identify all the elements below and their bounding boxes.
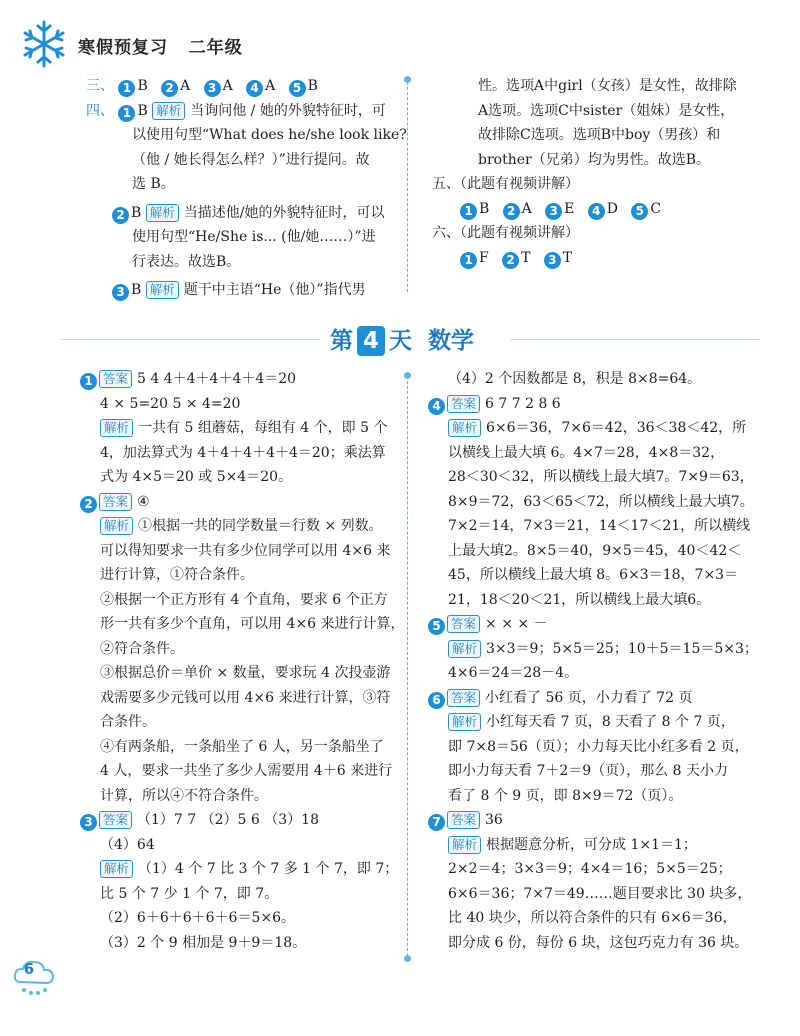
q-number: 1 [460, 203, 477, 220]
q-number: 5 [289, 80, 306, 97]
analysis-line: 以使用句型“What does he/she look like? [132, 127, 407, 143]
q-number: 3 [112, 284, 129, 301]
answer-value: 4 × 5=20 5 × 4=20 [100, 395, 241, 412]
q4-answer [428, 392, 788, 417]
analysis-line: 选 B。 [132, 176, 175, 192]
analysis-line: 6×6＝36；7×7＝49……题目要求比 30 块多， [448, 885, 752, 902]
analysis-tag: 解析 [100, 517, 133, 535]
analysis-line: 45，所以横线上最大填 8。6×3＝18，7×3＝ [448, 567, 739, 583]
analysis-line: 4，加法算式为 4＋4＋4＋4＋4＝20；乘法算 [100, 444, 386, 461]
q-number: 1 [118, 105, 135, 122]
analysis-tag: 解析 [448, 640, 481, 658]
analysis-line: ①根据一共的同学数量＝行数 × 列数。 [138, 518, 383, 534]
q-number: 2 [112, 207, 129, 224]
answer-tag: 答案 [447, 615, 480, 633]
math-right-column [428, 367, 788, 955]
answer-tag: 答案 [99, 370, 132, 388]
q6-answer [428, 686, 788, 711]
analysis-tag: 解析 [152, 102, 185, 120]
q4-analysis [428, 416, 788, 441]
q-number: 2 [80, 496, 97, 513]
q5-answer [428, 612, 788, 637]
q-number: 3 [204, 80, 221, 97]
answer-value: B [131, 282, 142, 298]
analysis-line: 式为 4×5＝20 或 5×4＝20。 [100, 469, 293, 485]
answer-value: （1）7 7 （2）5 6 （3）18 [137, 812, 319, 828]
analysis-line: 即 7×8＝56（页）；小力每天比小红多看 2 页， [448, 738, 749, 755]
analysis-line: （2）6＋6＋6＋6＋6＝5×6。 [100, 910, 295, 926]
q2-answer [80, 490, 400, 515]
analysis-line: 7×2＝14，7×3＝21，14＜17＜21，所以横线 [448, 518, 751, 534]
analysis-line: 戏需要多少元钱可以用 4×6 来进行计算，③符 [100, 689, 391, 706]
answer-value: B [307, 78, 318, 94]
answer-value: 5 4 4＋4＋4＋4＋4＝20 [137, 371, 297, 387]
q-number: 2 [503, 203, 520, 220]
analysis-line: 故排除C选项。选项B中boy（男孩）和 [478, 127, 721, 143]
answer-value: × × × － [485, 616, 548, 632]
analysis-line: 当询问他 / 她的外貌特征时，可 [190, 102, 386, 119]
answer-value: B [479, 200, 490, 217]
q6-analysis [428, 710, 788, 735]
top-right-column [432, 74, 782, 270]
q3-answer [80, 808, 400, 833]
answer-value: B [137, 78, 148, 94]
heading-rule-right [510, 339, 760, 340]
section-4-q3 [86, 278, 404, 303]
answer-value: C [650, 200, 662, 217]
answer-value: E [564, 200, 575, 217]
analysis-line: 28＜30＜32，所以横线上最大填7。7×9＝63， [448, 469, 754, 485]
subject-title: 数学 [428, 328, 475, 354]
day-suffix: 天 [389, 328, 412, 354]
q-number: 1 [118, 80, 135, 97]
q-number: 3 [80, 814, 97, 831]
section-5-label: 五、（此题有视频讲解） [432, 176, 579, 192]
answer-value: B [131, 204, 142, 221]
answer-value: 36 [485, 812, 503, 828]
section-4-label: 四、 [86, 102, 114, 119]
divider-dot [404, 955, 411, 962]
header-title [78, 33, 243, 58]
answer-value: F [479, 249, 489, 266]
section-6-answers [432, 246, 782, 271]
analysis-line: 形一共有多少个直角，可以用 4×6 来进行计算， [100, 616, 405, 632]
analysis-line: 性。选项A中girl（女孩）是女性，故排除 [478, 78, 737, 94]
q-number: 1 [460, 252, 477, 269]
analysis-line: 小红每天看 7 页，8 天看了 8 个 7 页， [486, 714, 735, 730]
answer-tag: 答案 [99, 811, 132, 829]
heading-rule-left [60, 339, 320, 340]
answer-tag: 答案 [99, 493, 132, 511]
answer-value: D [606, 200, 618, 217]
answer-value: （4）64 [100, 836, 155, 853]
day-prefix: 第 [330, 328, 353, 354]
answer-value: （4）2 个因数都是 8，积是 8×8=64。 [448, 371, 702, 387]
q-number: 7 [428, 814, 445, 831]
q7-answer [428, 808, 788, 833]
q2-analysis [80, 514, 400, 539]
analysis-line: ④有两条船，一条船坐了 6 人，另一条船坐了 [100, 738, 384, 755]
divider-dot [404, 372, 411, 379]
top-left-column [86, 74, 407, 303]
analysis-line: （他 / 她长得怎么样？）”进行提问。故 [132, 151, 370, 168]
analysis-tag: 解析 [448, 713, 481, 731]
analysis-line: 21，18＜20＜21，所以横线上最大填6。 [448, 591, 711, 608]
analysis-line: 比 5 个 7 少 1 个 7，即 7。 [100, 885, 279, 902]
math-left-column [80, 367, 405, 955]
section-3-label: 三、 [86, 78, 114, 94]
grade-label: 二年级 [188, 38, 243, 58]
answer-value: A [180, 78, 191, 94]
section-6-label: 六、（此题有视频讲解） [432, 225, 579, 241]
answer-value: ④ [137, 493, 150, 510]
answer-value: A [222, 78, 233, 94]
analysis-line: 进行计算，①符合条件。 [100, 567, 254, 583]
answer-tag: 答案 [447, 811, 480, 829]
answer-value: T [562, 249, 573, 266]
analysis-line: ②符合条件。 [100, 640, 184, 657]
q-number: 3 [544, 252, 561, 269]
answer-value: B [137, 102, 148, 119]
analysis-line: 可以得知要求一共有多少位同学可以用 4×6 来 [100, 542, 391, 559]
analysis-line: brother（兄弟）均为男性。故选B。 [478, 151, 710, 168]
answer-value: 小红看了 56 页，小力看了 72 页 [485, 689, 693, 706]
q-number: 6 [428, 692, 445, 709]
analysis-line: 4×6＝24＝28－4。 [448, 665, 579, 681]
q-number: 5 [428, 618, 445, 635]
analysis-line: 即分成 6 份，每份 6 块，这包巧克力有 36 块。 [448, 934, 749, 951]
analysis-line: 一共有 5 组蘑菇，每组有 4 个，即 5 个 [138, 420, 388, 436]
q-number: 4 [588, 203, 605, 220]
answer-value: T [521, 249, 531, 266]
answer-value: A [265, 78, 276, 94]
day-number: 4 [357, 326, 385, 356]
q-number: 2 [161, 80, 178, 97]
q-number: 5 [631, 203, 648, 220]
page-number: 6 [23, 960, 35, 978]
analysis-line: 当描述他/她的外貌特征时，可以 [183, 204, 385, 221]
analysis-tag: 解析 [146, 204, 179, 222]
analysis-tag: 解析 [146, 281, 179, 299]
analysis-line: 8×9＝72，63＜65＜72，所以横线上最大填7。 [448, 493, 754, 510]
section-3-answers [86, 74, 404, 99]
analysis-line: 4 人，要求一共坐了多少人需要用 4＋6 来进行 [100, 763, 393, 779]
q3-analysis [80, 857, 400, 882]
analysis-line: 合条件。 [100, 714, 156, 730]
analysis-line: 3×3＝9；5×5＝25；10＋5＝15＝5×3； [486, 640, 758, 657]
analysis-tag: 解析 [448, 419, 481, 437]
q-number: 3 [545, 203, 562, 220]
answer-value: A [521, 200, 532, 217]
analysis-line: 即小力每天看 7＋2＝9（页），那么 8 天小力 [448, 763, 728, 779]
answer-tag: 答案 [447, 395, 480, 413]
section-5-answers [432, 197, 782, 222]
q1-answer [80, 367, 400, 392]
q-number: 4 [428, 398, 445, 415]
q-number: 2 [502, 252, 519, 269]
analysis-line: 上最大填2。8×5＝40，9×5＝45，40＜42＜ [448, 542, 742, 559]
analysis-line: A选项。选项C中sister（姐妹）是女性， [478, 102, 735, 119]
analysis-line: ③根据总价＝单价 × 数量，要求玩 4 次投壶游 [100, 665, 391, 681]
analysis-line: 根据题意分析，可分成 1×1＝1； [486, 836, 697, 853]
q-number: 1 [80, 373, 97, 390]
analysis-tag: 解析 [448, 836, 481, 854]
analysis-line: （3）2 个 9 相加是 9＋9＝18。 [100, 934, 307, 951]
analysis-tag: 解析 [100, 419, 133, 437]
answer-tag: 答案 [447, 689, 480, 707]
analysis-line: 题干中主语“He（他）”指代男 [183, 282, 366, 298]
analysis-line: 使用句型“He/She is... (他/她……）”进 [132, 229, 376, 245]
analysis-line: 以横线上最大填 6。4×7＝28，4×8＝32， [448, 444, 725, 461]
day-heading [330, 322, 474, 356]
q7-analysis [428, 833, 788, 858]
snowflake-icon [18, 18, 70, 70]
section-4-q2 [86, 201, 404, 226]
analysis-line: 计算，所以④不符合条件。 [100, 787, 268, 804]
analysis-line: 看了 8 个 9 页，即 8×9＝72（页）。 [448, 787, 683, 804]
section-4-q1 [86, 99, 404, 124]
analysis-line: 行表达。故选B。 [132, 253, 241, 270]
analysis-line: ②根据一个正方形有 4 个直角，要求 6 个正方 [100, 591, 388, 608]
q5-analysis [428, 637, 788, 662]
analysis-tag: 解析 [100, 860, 133, 878]
analysis-line: 2×2＝4；3×3＝9；4×4＝16；5×5＝25； [448, 861, 732, 877]
column-divider-bottom [407, 376, 408, 956]
q1-analysis [80, 416, 400, 441]
analysis-line: 6×6＝36，7×6＝42，36＜38＜42，所 [486, 420, 747, 436]
column-divider-top [407, 82, 408, 292]
analysis-line: 比 40 块少，所以符合条件的只有 6×6＝36， [448, 910, 737, 926]
divider-dot [404, 76, 411, 83]
analysis-line: （1）4 个 7 比 3 个 7 多 1 个 7，即 7； [138, 861, 399, 877]
q-number: 4 [246, 80, 263, 97]
answer-value: 6 7 7 2 8 6 [485, 395, 561, 412]
book-title: 寒假预复习 [78, 38, 168, 58]
